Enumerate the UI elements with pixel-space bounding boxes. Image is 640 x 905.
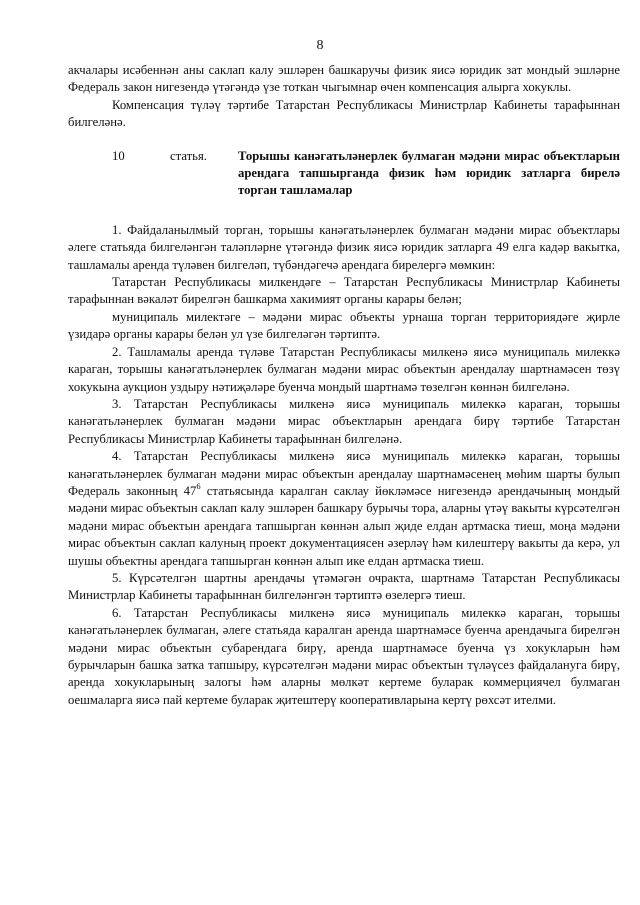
document-body: [68, 62, 620, 709]
page-number: 8: [316, 38, 324, 53]
paragraph-4-after: статьясында каралган саклау йөкләмәсе нигезендә арендачының мондый мәдәни мирас объектын саклап калу эшләрен башкару бурычы тора, аларны үтәү вакыты күрсәтелгән мәдәни мирас объектын арендага тапшырган көннән алып җиде елдан артмаска тиеш, моңа мәдәни мирас объектын саклап калуның проект документациясен әзерләү һәм килештерү вакыты да керә, ул шушы объектны арендага тапшырган көннән алып ике елдан артмаска тиеш.: [68, 483, 620, 568]
paragraph-3: 3. Татарстан Республикасы милкенә яисә муниципаль милеккә караган, торышы канәгатьләнерлек булмаган мәдәни мирас объектларын арендага бирү тәртибе Татарстан Республикасы Министрлар Кабинеты тарафыннан билгеләнә.: [68, 396, 620, 446]
paragraph-5: 5. Күрсәтелгән шартны арендачы үтәмәгән очракта, шартнамә Татарстан Республикасы Министрлар Кабинеты тарафыннан билгеләнгән тәртиптә өзелергә тиеш.: [68, 570, 620, 603]
article-title: Торышы канәгатьләнерлек булмаган мәдәни мирас объектларын арендага тапшырганда физик һәм юридик затларга бирелә торган ташламалар: [238, 148, 620, 198]
paragraph-compensation: Компенсация түләү тәртибе Татарстан Республикасы Министрлар Кабинеты тарафыннан билгеләнә.: [68, 97, 620, 130]
paragraph-continuation: акчалары исәбеннән аны саклап калу эшләрен башкаручы физик яисә юридик зат мондый эшләрне Федераль закон нигезендә үтәгәндә үзе тоткан чыгымнар өчен компенсация алырга хокуклы.: [68, 63, 620, 95]
paragraph-1-republic: Татарстан Республикасы милкендәге – Татарстан Республикасы Министрлар Кабинеты тарафыннан вәкаләт бирелгән башкарма хакимият органы карары белән;: [68, 275, 620, 307]
paragraph-2: 2. Ташламалы аренда түләве Татарстан Республикасы милкенә яисә муниципаль милеккә караган, торышы канәгатьләнерлек булмаган мәдәни мирас объектын арендалау шартнамәсен төзү хокукына аукцион уздыру нәтиҗәләре буенча мондый шартнамә төзелгән көннән билгеләнә.: [68, 344, 620, 394]
paragraph-4-before: 4. Татарстан Республикасы милкенә яисә муниципаль милеккә караган, торышы канәгатьләнерлек булмаган мәдәни мирас объектын арендалау шартнамәсенең мөһим шарты булып Федераль законның 47: [68, 449, 620, 498]
paragraph-4: [68, 448, 620, 570]
article-word: статья.: [170, 148, 207, 163]
paragraph-6: 6. Татарстан Республикасы милкенә яисә муниципаль милеккә караган, торышы канәгатьләнерлек булмаган, әлеге статьяда каралган аренда шартнамәсе буенча арендачыга бирелгән мәдәни мирас объектын субарендага бирү, аренда шартнамәсе буенча үз хокукларын һәм бурычларын башка затка тапшыру, күрсәтелгән мәдәни мирас объектын түләүсез файдалануга бирү, аренда хокукларының залогы һәм аларны мөлкәт кертеме буларак коммерциячел булмаган оешмаларга яисә пай кертеме буларак җитештерү кооперативларына кертү рөхсәт ителми.: [68, 605, 620, 707]
paragraph-1: 1. Файдаланылмый торган, торышы канәгатьләнерлек булмаган мәдәни мирас объектлары әлеге статьяда билгеләнгән таләпләрне үтәгәндә физик яисә юридик затларга 49 елга кадәр вакытка, ташламалы аренда түләвен билгеләп, түбәндәгечә арендага бирелергә мөмкин:: [68, 222, 620, 272]
law-article-superscript: 6: [196, 480, 201, 491]
article-number: 10: [112, 148, 125, 163]
paragraph-1-municipal: муниципаль милектәге – мәдәни мирас объекты урнаша торган территориядәге җирле үзидарә органы карары белән ул үзе билгеләгән тәртиптә.: [68, 309, 620, 342]
article-heading: [68, 148, 620, 200]
